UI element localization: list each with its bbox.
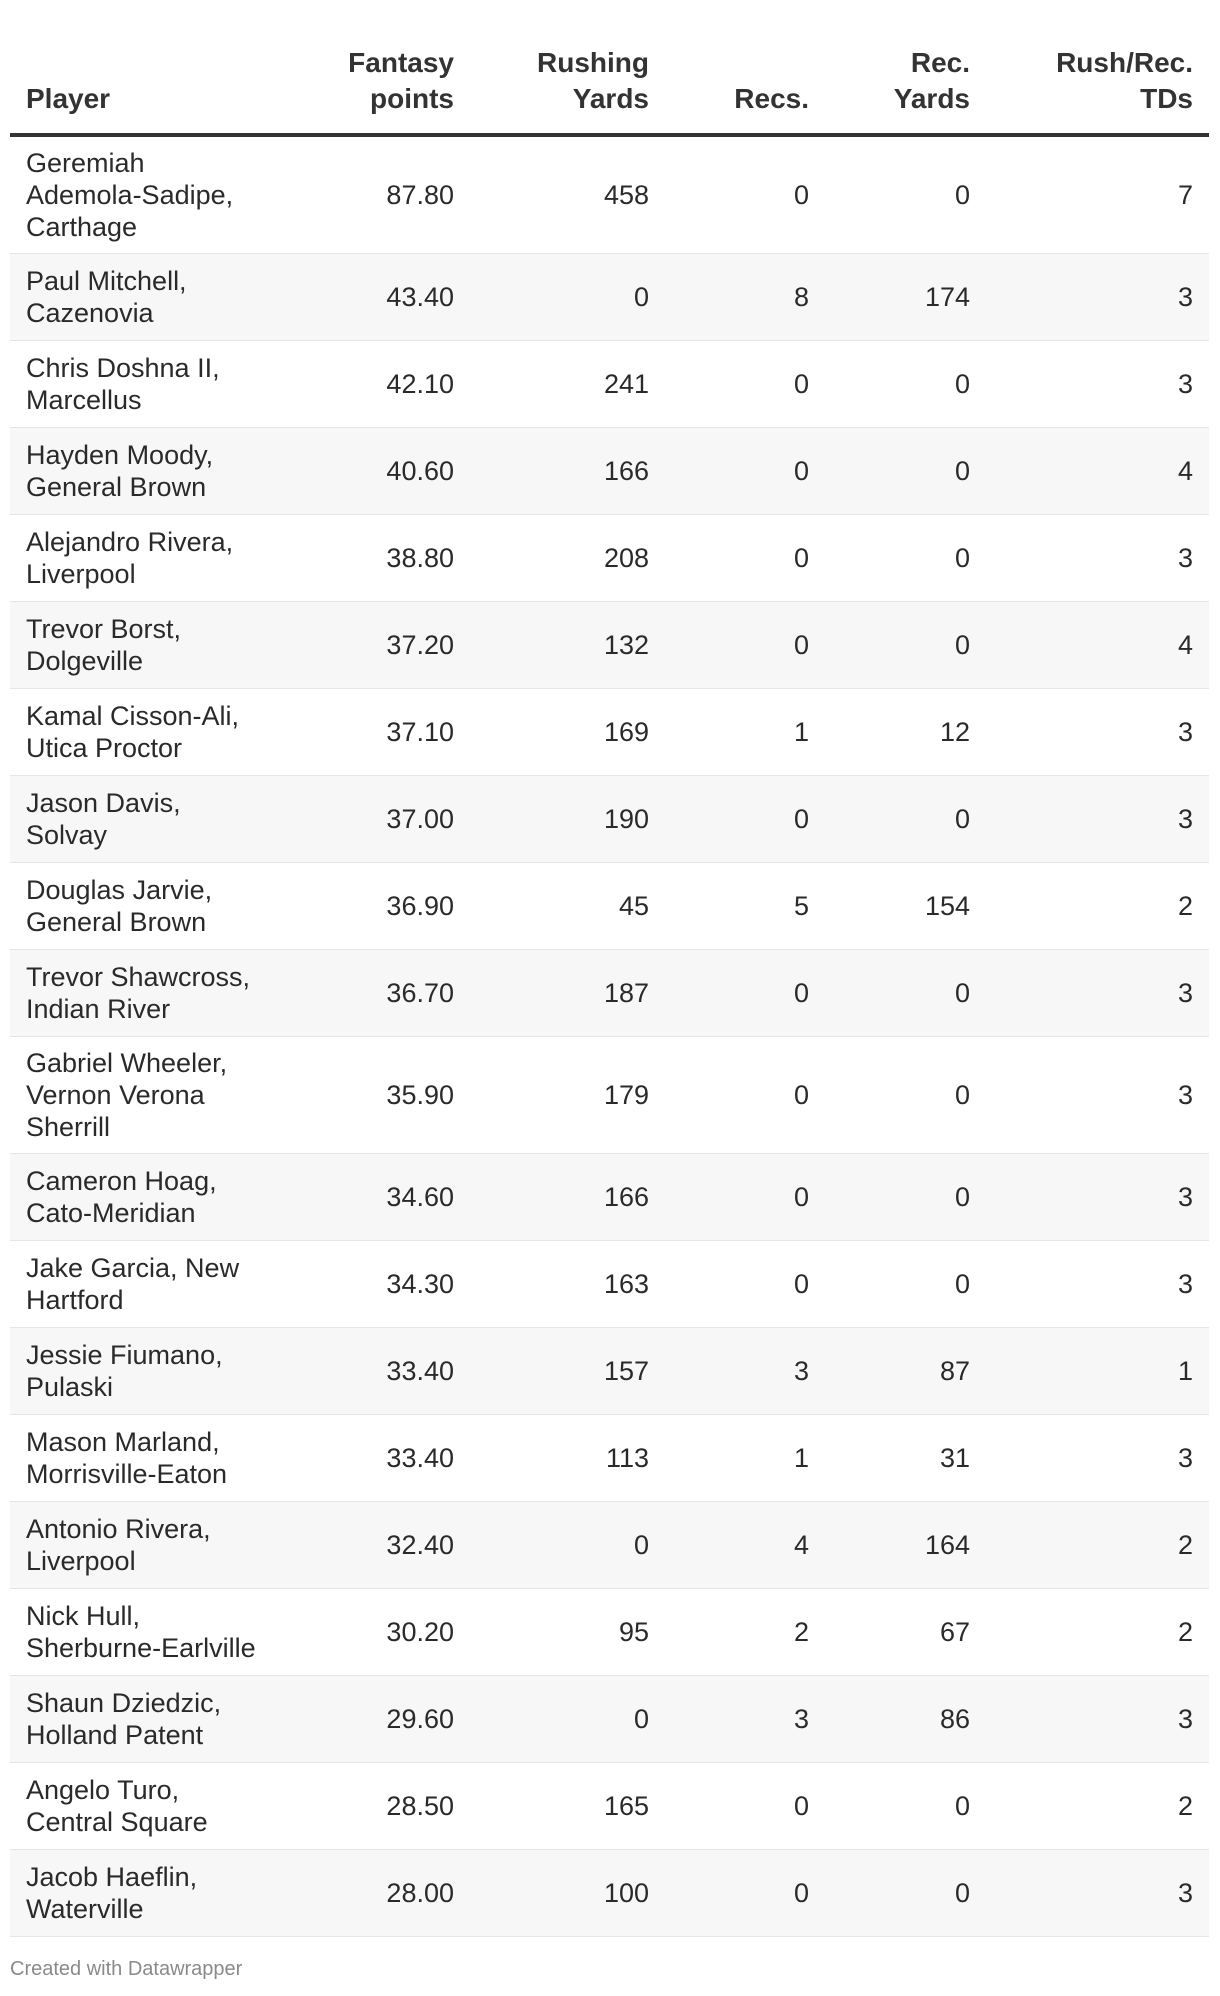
- tds-cell: 2: [986, 1502, 1209, 1589]
- recs-cell: 4: [665, 1502, 825, 1589]
- player-cell: [10, 515, 302, 602]
- header-tds-line2: TDs: [1140, 83, 1193, 114]
- player-name-line: Nick Hull,: [26, 1601, 141, 1631]
- rushing-yards-cell: 113: [470, 1415, 665, 1502]
- player-name-line: Angelo Turo,: [26, 1775, 180, 1805]
- fantasy-points-cell: 33.40: [302, 1415, 470, 1502]
- fantasy-points-cell: 35.90: [302, 1037, 470, 1154]
- rec-yards-cell: 154: [825, 863, 986, 950]
- player-cell: [10, 689, 302, 776]
- fantasy-points-cell: 30.20: [302, 1589, 470, 1676]
- rushing-yards-cell: 458: [470, 135, 665, 254]
- table-row: [10, 689, 1209, 776]
- fantasy-points-cell: 36.70: [302, 950, 470, 1037]
- table-row: [10, 135, 1209, 254]
- player-cell: [10, 776, 302, 863]
- tds-cell: 3: [986, 1154, 1209, 1241]
- fantasy-points-cell: 29.60: [302, 1676, 470, 1763]
- rec-yards-cell: 0: [825, 602, 986, 689]
- rushing-yards-cell: 179: [470, 1037, 665, 1154]
- rushing-yards-cell: 208: [470, 515, 665, 602]
- recs-cell: 5: [665, 863, 825, 950]
- table-row: [10, 1154, 1209, 1241]
- fantasy-points-cell: 37.00: [302, 776, 470, 863]
- player-cell: [10, 135, 302, 254]
- player-name-line: Cato-Meridian: [26, 1198, 196, 1228]
- tds-cell: 3: [986, 776, 1209, 863]
- table-row: [10, 1328, 1209, 1415]
- player-name-line: Jake Garcia, New: [26, 1253, 240, 1283]
- fantasy-points-cell: 28.00: [302, 1850, 470, 1937]
- fantasy-points-cell: 32.40: [302, 1502, 470, 1589]
- table-row: [10, 515, 1209, 602]
- rec-yards-cell: 87: [825, 1328, 986, 1415]
- player-cell: [10, 1676, 302, 1763]
- tds-cell: 4: [986, 428, 1209, 515]
- header-fantasy-points-line2: points: [370, 83, 454, 114]
- table-row: [10, 1850, 1209, 1937]
- player-cell: [10, 428, 302, 515]
- rec-yards-cell: 0: [825, 515, 986, 602]
- player-cell: [10, 1415, 302, 1502]
- player-name-line: Jessie Fiumano,: [26, 1340, 223, 1370]
- player-name-line: Hartford: [26, 1285, 124, 1315]
- header-tds-line1: Rush/Rec.: [1056, 47, 1193, 78]
- tds-cell: 3: [986, 254, 1209, 341]
- recs-cell: 0: [665, 1037, 825, 1154]
- rec-yards-cell: 0: [825, 1241, 986, 1328]
- rec-yards-cell: 0: [825, 950, 986, 1037]
- header-row: [10, 30, 1209, 135]
- player-name-line: Marcellus: [26, 385, 142, 415]
- player-name-line: Alejandro Rivera,: [26, 527, 234, 557]
- player-name-line: Utica Proctor: [26, 733, 183, 763]
- recs-cell: 1: [665, 689, 825, 776]
- rushing-yards-cell: 190: [470, 776, 665, 863]
- tds-cell: 3: [986, 515, 1209, 602]
- rushing-yards-cell: 132: [470, 602, 665, 689]
- fantasy-points-cell: 38.80: [302, 515, 470, 602]
- fantasy-points-cell: 37.20: [302, 602, 470, 689]
- header-fantasy-points-line1: Fantasy: [348, 47, 454, 78]
- rushing-yards-cell: 95: [470, 1589, 665, 1676]
- fantasy-points-cell: 28.50: [302, 1763, 470, 1850]
- player-name-line: Solvay: [26, 820, 108, 850]
- player-name-line: Carthage: [26, 212, 138, 242]
- player-cell: [10, 950, 302, 1037]
- table-row: [10, 863, 1209, 950]
- header-player[interactable]: Player: [10, 30, 302, 135]
- table-row: [10, 341, 1209, 428]
- player-name-line: Shaun Dziedzic,: [26, 1688, 222, 1718]
- player-name-line: Cazenovia: [26, 298, 154, 328]
- player-name-line: Sherburne-Earlville: [26, 1633, 256, 1663]
- recs-cell: 0: [665, 950, 825, 1037]
- player-name-line: Holland Patent: [26, 1720, 204, 1750]
- player-cell: [10, 341, 302, 428]
- player-name-line: Antonio Rivera,: [26, 1514, 211, 1544]
- rushing-yards-cell: 0: [470, 1502, 665, 1589]
- recs-cell: 0: [665, 135, 825, 254]
- recs-cell: 0: [665, 776, 825, 863]
- rec-yards-cell: 0: [825, 341, 986, 428]
- player-name-line: Jason Davis,: [26, 788, 181, 818]
- player-name-line: General Brown: [26, 907, 207, 937]
- rec-yards-cell: 0: [825, 1850, 986, 1937]
- player-name-line: Indian River: [26, 994, 171, 1024]
- rushing-yards-cell: 241: [470, 341, 665, 428]
- player-name-line: Liverpool: [26, 559, 136, 589]
- recs-cell: 0: [665, 515, 825, 602]
- player-cell: [10, 863, 302, 950]
- fantasy-points-cell: 34.60: [302, 1154, 470, 1241]
- tds-cell: 3: [986, 1850, 1209, 1937]
- recs-cell: 3: [665, 1328, 825, 1415]
- player-cell: [10, 1154, 302, 1241]
- fantasy-points-cell: 33.40: [302, 1328, 470, 1415]
- table-row: [10, 1763, 1209, 1850]
- table-row: [10, 776, 1209, 863]
- recs-cell: 2: [665, 1589, 825, 1676]
- fantasy-points-cell: 37.10: [302, 689, 470, 776]
- player-name-line: Trevor Shawcross,: [26, 962, 251, 992]
- fantasy-points-cell: 42.10: [302, 341, 470, 428]
- tds-cell: 3: [986, 1037, 1209, 1154]
- player-cell: [10, 1241, 302, 1328]
- rushing-yards-cell: 157: [470, 1328, 665, 1415]
- player-name-line: Cameron Hoag,: [26, 1166, 217, 1196]
- rec-yards-cell: 0: [825, 1037, 986, 1154]
- rushing-yards-cell: 0: [470, 1676, 665, 1763]
- player-name-line: Hayden Moody,: [26, 440, 214, 470]
- tds-cell: 1: [986, 1328, 1209, 1415]
- tds-cell: 7: [986, 135, 1209, 254]
- player-cell: [10, 1037, 302, 1154]
- tds-cell: 3: [986, 950, 1209, 1037]
- rushing-yards-cell: 0: [470, 254, 665, 341]
- fantasy-stats-table: [10, 30, 1209, 1937]
- header-rushing-yards[interactable]: [470, 30, 665, 135]
- rushing-yards-cell: 100: [470, 1850, 665, 1937]
- table-row: [10, 428, 1209, 515]
- player-name-line: Waterville: [26, 1894, 144, 1924]
- recs-cell: 1: [665, 1415, 825, 1502]
- rec-yards-cell: 86: [825, 1676, 986, 1763]
- rushing-yards-cell: 163: [470, 1241, 665, 1328]
- header-fantasy-points[interactable]: [302, 30, 470, 135]
- recs-cell: 3: [665, 1676, 825, 1763]
- header-rec-yards[interactable]: [825, 30, 986, 135]
- rec-yards-cell: 0: [825, 135, 986, 254]
- rec-yards-cell: 0: [825, 428, 986, 515]
- player-name-line: Chris Doshna II,: [26, 353, 220, 383]
- rushing-yards-cell: 187: [470, 950, 665, 1037]
- player-name-line: Douglas Jarvie,: [26, 875, 213, 905]
- player-name-line: Vernon Verona: [26, 1080, 205, 1110]
- rec-yards-cell: 0: [825, 1154, 986, 1241]
- player-name-line: General Brown: [26, 472, 207, 502]
- table-row: [10, 602, 1209, 689]
- player-name-line: Trevor Borst,: [26, 614, 182, 644]
- player-cell: [10, 1850, 302, 1937]
- table-row: [10, 1241, 1209, 1328]
- player-cell: [10, 1328, 302, 1415]
- table-row: [10, 1589, 1209, 1676]
- table-row: [10, 1502, 1209, 1589]
- tds-cell: 3: [986, 1676, 1209, 1763]
- recs-cell: 0: [665, 602, 825, 689]
- tds-cell: 2: [986, 1589, 1209, 1676]
- player-name-line: Liverpool: [26, 1546, 136, 1576]
- table-row: [10, 1676, 1209, 1763]
- table-header: [10, 30, 1209, 135]
- tds-cell: 4: [986, 602, 1209, 689]
- header-rec-yards-line1: Rec.: [910, 47, 970, 78]
- header-rec-yards-line2: Yards: [893, 83, 970, 114]
- recs-cell: 0: [665, 1763, 825, 1850]
- table-row: [10, 254, 1209, 341]
- player-name-line: Central Square: [26, 1807, 208, 1837]
- rec-yards-cell: 174: [825, 254, 986, 341]
- table-row: [10, 950, 1209, 1037]
- rushing-yards-cell: 166: [470, 1154, 665, 1241]
- rushing-yards-cell: 169: [470, 689, 665, 776]
- header-rushing-yards-line2: Yards: [572, 83, 649, 114]
- player-name-line: Dolgeville: [26, 646, 144, 676]
- player-name-line: Mason Marland,: [26, 1427, 220, 1457]
- fantasy-points-cell: 40.60: [302, 428, 470, 515]
- rec-yards-cell: 67: [825, 1589, 986, 1676]
- tds-cell: 3: [986, 1241, 1209, 1328]
- header-tds[interactable]: [986, 30, 1209, 135]
- player-name-line: Paul Mitchell,: [26, 266, 187, 296]
- table-row: [10, 1037, 1209, 1154]
- recs-cell: 0: [665, 341, 825, 428]
- player-cell: [10, 1763, 302, 1850]
- header-recs[interactable]: Recs.: [665, 30, 825, 135]
- table-row: [10, 1415, 1209, 1502]
- rushing-yards-cell: 45: [470, 863, 665, 950]
- player-name-line: Ademola-Sadipe,: [26, 180, 234, 210]
- tds-cell: 2: [986, 863, 1209, 950]
- tds-cell: 2: [986, 1763, 1209, 1850]
- tds-cell: 3: [986, 1415, 1209, 1502]
- rec-yards-cell: 164: [825, 1502, 986, 1589]
- fantasy-points-cell: 43.40: [302, 254, 470, 341]
- player-cell: [10, 1589, 302, 1676]
- player-name-line: Kamal Cisson-Ali,: [26, 701, 240, 731]
- fantasy-points-cell: 36.90: [302, 863, 470, 950]
- player-cell: [10, 602, 302, 689]
- player-name-line: Jacob Haeflin,: [26, 1862, 198, 1892]
- player-name-line: Morrisville-Eaton: [26, 1459, 228, 1489]
- table-body: [10, 135, 1209, 1937]
- recs-cell: 0: [665, 428, 825, 515]
- fantasy-points-cell: 87.80: [302, 135, 470, 254]
- tds-cell: 3: [986, 341, 1209, 428]
- datawrapper-credit: Created with Datawrapper: [10, 1958, 243, 1980]
- player-name-line: Geremiah: [26, 148, 145, 178]
- player-name-line: Sherrill: [26, 1112, 111, 1142]
- rec-yards-cell: 31: [825, 1415, 986, 1502]
- header-rushing-yards-line1: Rushing: [537, 47, 649, 78]
- recs-cell: 0: [665, 1850, 825, 1937]
- player-name-line: Pulaski: [26, 1372, 114, 1402]
- player-cell: [10, 254, 302, 341]
- fantasy-points-cell: 34.30: [302, 1241, 470, 1328]
- rec-yards-cell: 12: [825, 689, 986, 776]
- recs-cell: 0: [665, 1241, 825, 1328]
- recs-cell: 8: [665, 254, 825, 341]
- rec-yards-cell: 0: [825, 1763, 986, 1850]
- rushing-yards-cell: 166: [470, 428, 665, 515]
- rec-yards-cell: 0: [825, 776, 986, 863]
- player-cell: [10, 1502, 302, 1589]
- tds-cell: 3: [986, 689, 1209, 776]
- recs-cell: 0: [665, 1154, 825, 1241]
- rushing-yards-cell: 165: [470, 1763, 665, 1850]
- player-name-line: Gabriel Wheeler,: [26, 1048, 228, 1078]
